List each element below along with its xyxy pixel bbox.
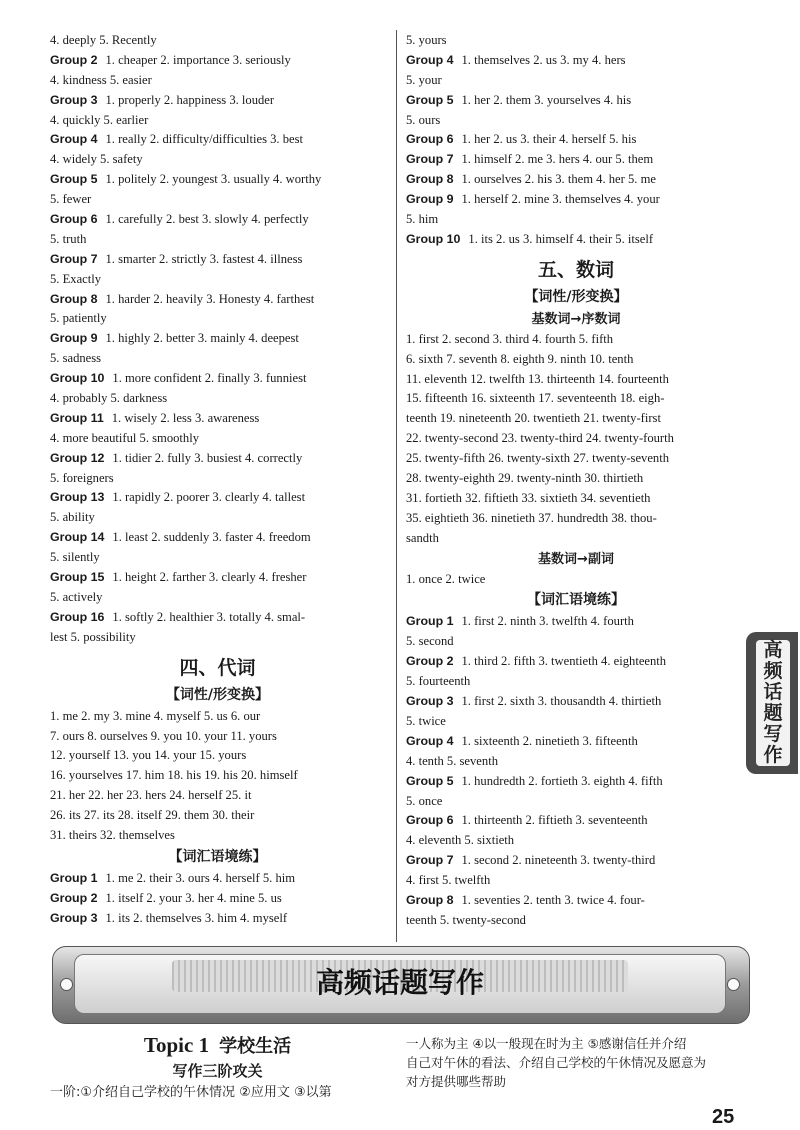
group-label: Group 6 xyxy=(406,813,454,828)
section-title: 四、代词 xyxy=(179,656,256,679)
answer-line xyxy=(50,548,385,568)
answer-text: 1. itself 2. your 3. her 4. mine 5. us xyxy=(105,890,282,905)
answer-line xyxy=(50,449,385,469)
group-label: Group 13 xyxy=(50,490,105,505)
answer-line: 31. fortieth 32. fiftieth 33. sixtieth 34. seventieth xyxy=(406,490,651,505)
group-label: Group 3 xyxy=(50,92,98,107)
group-label: Group 12 xyxy=(50,450,105,465)
group-label: Group 5 xyxy=(50,172,98,187)
answer-line: sandth xyxy=(406,530,439,545)
answer-line xyxy=(50,130,385,150)
answer-text: 1. smarter 2. strictly 3. fastest 4. illness xyxy=(105,251,303,266)
answer-line xyxy=(406,792,746,812)
answer-text: 1. rapidly 2. poorer 3. clearly 4. tallest xyxy=(112,490,306,505)
answer-line: 1. once 2. twice xyxy=(406,571,486,586)
answer-line xyxy=(406,210,746,230)
answer-text: 1. cheaper 2. importance 3. seriously xyxy=(105,52,291,67)
answer-line xyxy=(50,508,385,528)
answer-text: 4. probably 5. darkness xyxy=(50,391,168,406)
answer-text: 5. him xyxy=(406,212,439,227)
answer-text: 4. quickly 5. earlier xyxy=(50,112,149,127)
group-label: Group 2 xyxy=(50,890,98,905)
answer-line xyxy=(50,170,385,190)
page-number: 25 xyxy=(712,1106,735,1128)
answer-text: 5. twice xyxy=(406,713,446,728)
group-label: Group 6 xyxy=(50,212,98,227)
group-label: Group 7 xyxy=(50,251,98,266)
subsection-title: 【词汇语境练】 xyxy=(168,848,267,865)
answer-line xyxy=(406,170,746,190)
answer-text: 5. once xyxy=(406,793,443,808)
section-banner xyxy=(52,946,748,1022)
answer-line: 16. yourselves 17. him 18. his 19. his 20. himself xyxy=(50,768,298,783)
answer-line xyxy=(50,869,385,889)
group-label: Group 3 xyxy=(406,694,454,709)
topic-first-line: 一阶:①介绍自己学校的午休情况 ②应用文 ③以第 xyxy=(50,1085,332,1100)
answer-line xyxy=(50,628,385,648)
answer-line: 26. its 27. its 28. itself 29. them 30. their xyxy=(50,808,255,823)
group-label: Group 3 xyxy=(50,910,98,925)
answer-line xyxy=(406,851,746,871)
answer-line: 1. me 2. my 3. mine 4. myself 5. us 6. our xyxy=(50,708,261,723)
group-label: Group 7 xyxy=(406,853,454,868)
answer-line xyxy=(406,91,746,111)
side-tab[interactable] xyxy=(746,632,798,774)
group-label: Group 4 xyxy=(406,52,454,67)
answer-line xyxy=(406,612,746,632)
group-label: Group 2 xyxy=(50,52,98,67)
answer-line xyxy=(406,51,746,71)
answer-line: 22. twenty-second 23. twenty-third 24. twenty-fourth xyxy=(406,431,674,446)
answer-text: 5. foreigners xyxy=(50,470,114,485)
topic-block xyxy=(50,1030,385,1104)
answer-text: 1. highly 2. better 3. mainly 4. deepest xyxy=(105,331,299,346)
group-label: Group 1 xyxy=(406,614,454,629)
answer-text: 1. hundredth 2. fortieth 3. eighth 4. fifth xyxy=(461,773,663,788)
answer-line xyxy=(50,329,385,349)
subsection-title: 【词性/形变换】 xyxy=(524,288,628,305)
group-label: Group 15 xyxy=(50,570,105,585)
subsection-subtitle: 基数词→副词 xyxy=(538,551,614,567)
answer-text: 1. herself 2. mine 3. themselves 4. your xyxy=(461,192,660,207)
answer-text: teenth 5. twenty-second xyxy=(406,912,526,927)
group-label: Group 4 xyxy=(50,132,98,147)
answer-text: 1. its 2. us 3. himself 4. their 5. itself xyxy=(468,231,654,246)
answer-line xyxy=(50,528,385,548)
answer-text: 1. me 2. their 3. ours 4. herself 5. him xyxy=(105,870,296,885)
topic-title-en: Topic 1 xyxy=(143,1033,210,1057)
answer-line xyxy=(50,568,385,588)
answer-line: teenth 19. nineteenth 20. twentieth 21. twenty-first xyxy=(406,411,661,426)
group-label: Group 9 xyxy=(50,331,98,346)
topic-title xyxy=(50,1030,385,1060)
answer-text: 1. really 2. difficulty/difficulties 3. best xyxy=(105,132,303,147)
subsection-title: 【词汇语境练】 xyxy=(527,592,625,609)
answer-text: 1. third 2. fifth 3. twentieth 4. eighteenth xyxy=(461,654,667,669)
answer-line: 11. eleventh 12. twelfth 13. thirteenth 14. fourteenth xyxy=(406,371,669,386)
answer-text: 1. her 2. them 3. yourselves 4. his xyxy=(461,92,632,107)
answer-line xyxy=(50,190,385,210)
answer-line xyxy=(406,652,746,672)
answer-text: 1. tidier 2. fully 3. busiest 4. correctly xyxy=(112,450,303,465)
answer-text: 1. her 2. us 3. their 4. herself 5. his xyxy=(461,132,637,147)
answer-line xyxy=(50,250,385,270)
group-label: Group 10 xyxy=(406,231,461,246)
answer-line: 6. sixth 7. seventh 8. eighth 9. ninth 10. tenth xyxy=(406,351,634,366)
subsection-subtitle: 基数词→序数词 xyxy=(531,311,621,327)
answer-line xyxy=(406,752,746,772)
answer-line xyxy=(406,871,746,891)
group-label: Group 2 xyxy=(406,654,454,669)
answer-line xyxy=(50,290,385,310)
answer-text: 1. harder 2. heavily 3. Honesty 4. farthest xyxy=(105,291,315,306)
answer-text: 5. Exactly xyxy=(50,271,102,286)
answer-line: 35. eightieth 36. ninetieth 37. hundredth 38. thou- xyxy=(406,510,657,525)
answer-line xyxy=(50,469,385,489)
answer-text: 5. ability xyxy=(50,510,95,525)
answer-text: 4. tenth 5. seventh xyxy=(406,753,498,768)
right-bottom-line: 自己对午休的看法、介绍自己学校的午休情况及愿意为 xyxy=(406,1055,707,1070)
answer-text: 5. ours xyxy=(406,112,441,127)
column-divider xyxy=(396,30,397,942)
answer-text: 5. fourteenth xyxy=(406,674,471,689)
answer-line xyxy=(406,911,746,931)
section-title: 五、数词 xyxy=(537,258,614,281)
group-label: Group 4 xyxy=(406,733,454,748)
answer-text: 5. truth xyxy=(50,231,87,246)
answer-line xyxy=(50,349,385,369)
answer-text: 1. wisely 2. less 3. awareness xyxy=(111,410,260,425)
answer-line xyxy=(50,210,385,230)
answer-text: 5. your xyxy=(406,72,442,87)
answer-line xyxy=(50,889,385,909)
answer-line xyxy=(406,672,746,692)
answer-text: 1. ourselves 2. his 3. them 4. her 5. me xyxy=(461,172,656,187)
banner-title: 高频话题写作 xyxy=(315,966,484,999)
answer-line: 31. theirs 32. themselves xyxy=(50,827,175,842)
group-label: Group 14 xyxy=(50,530,105,545)
left-column xyxy=(50,31,385,929)
answer-line xyxy=(406,190,746,210)
group-label: Group 6 xyxy=(406,132,454,147)
answer-text: 5. second xyxy=(406,634,454,649)
group-label: Group 10 xyxy=(50,371,105,386)
right-column xyxy=(406,31,746,931)
answer-text: 1. height 2. farther 3. clearly 4. fresher xyxy=(112,570,307,585)
answer-line xyxy=(50,389,385,409)
group-label: Group 16 xyxy=(50,609,105,624)
answer-text: 5. patiently xyxy=(50,311,107,326)
group-label: Group 7 xyxy=(406,152,454,167)
answer-line xyxy=(50,51,385,71)
right-bottom-text xyxy=(406,1034,746,1091)
answer-line xyxy=(50,91,385,111)
answer-line: 12. yourself 13. you 14. your 15. yours xyxy=(50,748,247,763)
answer-line xyxy=(50,150,385,170)
topic-subtitle: 写作三阶攻关 xyxy=(172,1062,263,1080)
answer-line xyxy=(406,150,746,170)
answer-line xyxy=(50,309,385,329)
right-bottom-line: 对方提供哪些帮助 xyxy=(406,1074,507,1089)
answer-line xyxy=(406,772,746,792)
group-label: Group 8 xyxy=(50,291,98,306)
group-label: Group 11 xyxy=(50,410,104,425)
answer-text: 1. seventies 2. tenth 3. twice 4. four- xyxy=(461,892,645,907)
answer-text: 5. sadness xyxy=(50,351,102,366)
answer-text: 5. yours xyxy=(406,33,447,47)
answer-text: 5. actively xyxy=(50,589,103,604)
answer-text: 1. more confident 2. finally 3. funniest xyxy=(112,371,307,386)
answer-line: 15. fifteenth 16. sixteenth 17. seventeenth 18. eigh- xyxy=(406,391,665,406)
answer-line xyxy=(50,230,385,250)
answer-line xyxy=(50,909,385,929)
answer-line: 25. twenty-fifth 26. twenty-sixth 27. twenty-seventh xyxy=(406,451,670,466)
answer-line xyxy=(50,270,385,290)
answer-text: 1. themselves 2. us 3. my 4. hers xyxy=(461,52,626,67)
answer-text: 1. first 2. sixth 3. thousandth 4. thirtieth xyxy=(461,694,662,709)
answer-text: 1. thirteenth 2. fiftieth 3. seventeenth xyxy=(461,813,648,828)
answer-line xyxy=(406,31,746,51)
answer-line xyxy=(406,130,746,150)
answer-text: 1. politely 2. youngest 3. usually 4. worthy xyxy=(105,172,322,187)
answer-text: lest 5. possibility xyxy=(50,629,136,644)
answer-text: 1. carefully 2. best 3. slowly 4. perfectly xyxy=(105,212,309,227)
answer-line xyxy=(50,31,385,51)
answer-line xyxy=(406,891,746,911)
answer-line xyxy=(406,831,746,851)
group-label: Group 8 xyxy=(406,892,454,907)
answer-text: 4. deeply 5. Recently xyxy=(50,33,157,47)
answer-line xyxy=(406,230,746,250)
answer-text: 1. softly 2. healthier 3. totally 4. smal- xyxy=(112,609,306,624)
answer-text: 1. second 2. nineteenth 3. twenty-third xyxy=(461,853,656,868)
answer-text: 4. first 5. twelfth xyxy=(406,873,491,888)
answer-line: 21. her 22. her 23. hers 24. herself 25. it xyxy=(50,788,252,803)
answer-line xyxy=(50,111,385,131)
answer-text: 1. sixteenth 2. ninetieth 3. fifteenth xyxy=(461,733,638,748)
answer-line xyxy=(50,488,385,508)
group-label: Group 5 xyxy=(406,773,454,788)
answer-text: 5. fewer xyxy=(50,192,92,207)
answer-line xyxy=(406,71,746,91)
answer-line: 1. first 2. second 3. third 4. fourth 5. fifth xyxy=(406,331,614,346)
answer-text: 5. silently xyxy=(50,550,100,565)
answer-text: 1. least 2. suddenly 3. faster 4. freedom xyxy=(112,530,311,545)
answer-line xyxy=(406,692,746,712)
answer-text: 1. its 2. themselves 3. him 4. myself xyxy=(105,910,288,925)
answer-text: 4. more beautiful 5. smoothly xyxy=(50,430,200,445)
answer-text: 1. himself 2. me 3. hers 4. our 5. them xyxy=(461,152,654,167)
answer-line xyxy=(406,712,746,732)
answer-line xyxy=(50,588,385,608)
answer-text: 4. eleventh 5. sixtieth xyxy=(406,833,515,848)
answer-line xyxy=(406,111,746,131)
answer-line: 7. ours 8. ourselves 9. you 10. your 11. yours xyxy=(50,728,277,743)
right-bottom-line: 一人称为主 ④以一般现在时为主 ⑤感谢信任并介绍 xyxy=(406,1036,687,1051)
side-tab-label: 高频话题写作 xyxy=(756,640,790,766)
answer-line xyxy=(50,429,385,449)
answer-text: 4. kindness 5. easier xyxy=(50,72,152,87)
answer-text: 1. first 2. ninth 3. twelfth 4. fourth xyxy=(461,614,634,629)
group-label: Group 1 xyxy=(50,870,98,885)
answer-line xyxy=(406,732,746,752)
answer-line: 28. twenty-eighth 29. twenty-ninth 30. thirtieth xyxy=(406,471,644,486)
group-label: Group 8 xyxy=(406,172,454,187)
answer-line xyxy=(50,71,385,91)
answer-line xyxy=(50,608,385,628)
answer-line xyxy=(406,632,746,652)
answer-line xyxy=(406,811,746,831)
group-label: Group 9 xyxy=(406,192,454,207)
answer-text: 1. properly 2. happiness 3. louder xyxy=(105,92,275,107)
answer-text: 4. widely 5. safety xyxy=(50,152,143,167)
answer-line xyxy=(50,409,385,429)
topic-title-cn: 学校生活 xyxy=(219,1036,292,1057)
group-label: Group 5 xyxy=(406,92,454,107)
answer-line xyxy=(50,369,385,389)
subsection-title: 【词性/形变换】 xyxy=(165,686,270,703)
